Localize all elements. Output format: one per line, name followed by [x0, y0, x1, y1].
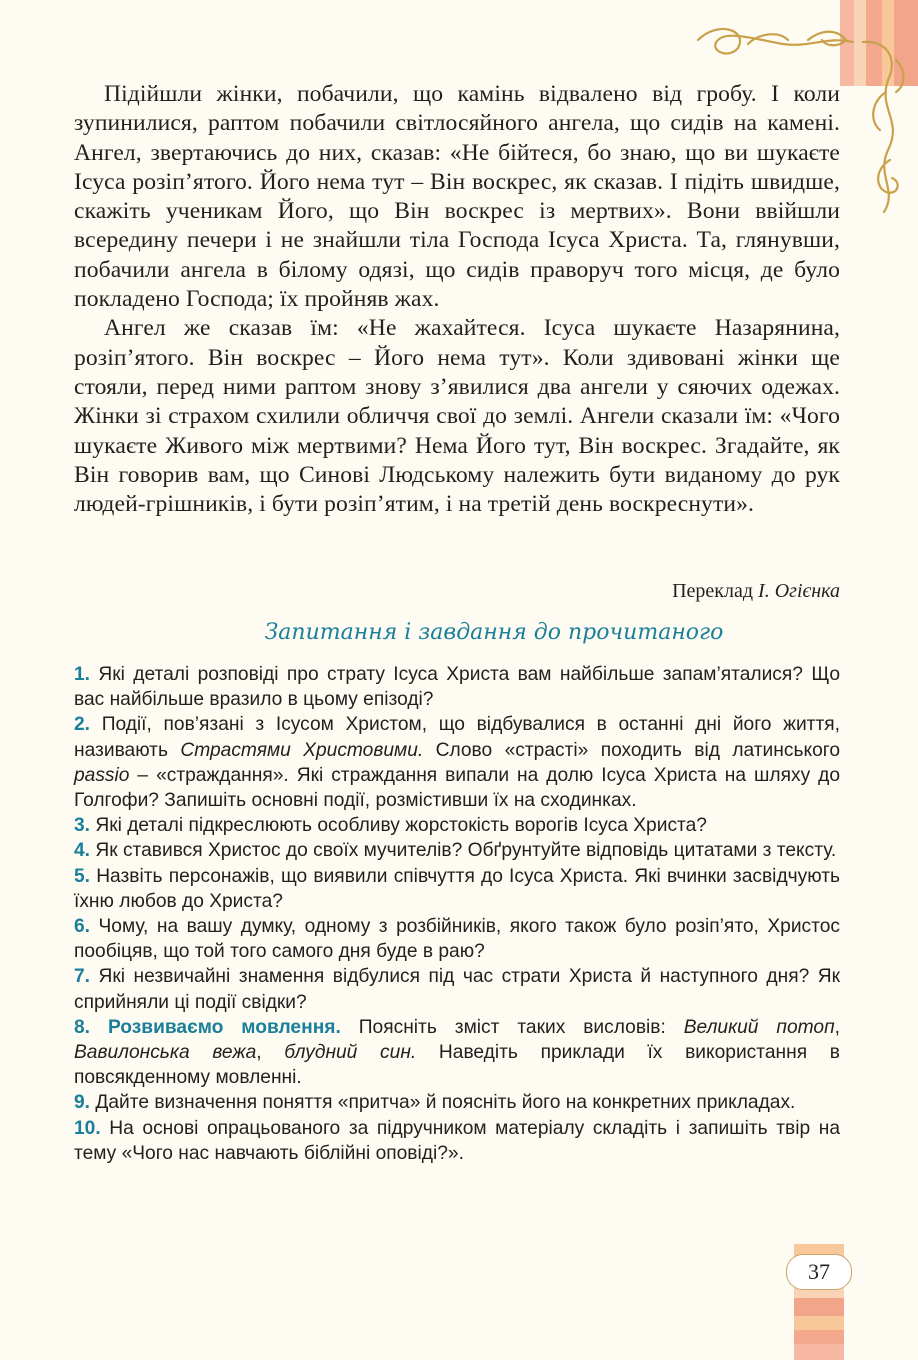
- question-text: ,: [256, 1042, 285, 1064]
- story-paragraph: Ангел же сказав їм: «Не жахайтеся. Ісуса шукаєте Назарянина, розіп’ятого. Він воскрес – Його нема тут». Коли здивовані жінки ще стояли, перед ними раптом знову з’явилися два ангели у сяючих одежах. Жінки зі страхом схилили обличчя свої до землі. Ангели сказали їм: «Чого шукаєте Живого між мертвими? Нема Його тут, Він воскрес. Згадайте, як Він говорив вам, що Синові Людському належить бути виданому до рук людей-грішників, і бути розіп’ятим, і на третій день воскреснути».: [74, 315, 840, 518]
- credit-author: І. Огієнка: [758, 580, 840, 602]
- question-item: [74, 914, 840, 964]
- credit-prefix: Переклад: [672, 580, 754, 602]
- question-number: 5.: [74, 865, 91, 887]
- questions-list: [74, 662, 840, 1166]
- story-text: [74, 80, 840, 519]
- question-text: Наведіть приклади їх використання в повсякденному мовленні.: [74, 1042, 840, 1089]
- question-number: 7.: [74, 966, 91, 988]
- question-text: ,: [834, 1016, 840, 1038]
- question-text: Назвіть персонажів, що виявили співчуття до Ісуса Христа. Які вчинки засвідчують їхню любов до Христа?: [74, 865, 840, 912]
- question-number: 6.: [74, 916, 91, 938]
- question-number: 4.: [74, 840, 91, 862]
- question-text: Слово «страсті» походить від латинського: [423, 739, 840, 761]
- question-text: Поясніть зміст таких висловів:: [340, 1016, 684, 1038]
- question-item: [74, 964, 840, 1014]
- question-item: [74, 864, 840, 914]
- question-term: passio: [74, 764, 130, 786]
- question-text: На основі опрацьованого за підручником матеріалу складіть і запишіть твір на тему «Чого нас навчають біблійні оповіді?».: [74, 1117, 840, 1164]
- question-text: – «страждання». Які страждання випали на долю Ісуса Христа на шляху до Голгофи? Запишіть основні події, розмістивши їх на сходинках.: [74, 764, 840, 812]
- question-item: [74, 1116, 840, 1166]
- question-term: Страстями Христовими.: [180, 739, 424, 761]
- question-number: 3.: [74, 815, 91, 837]
- question-text: Чому, на вашу думку, одному з розбійників, якого також було розіп’ято, Христос пообіцяв, що той того самого дня буде в раю?: [74, 916, 840, 963]
- question-item: [74, 1015, 840, 1091]
- question-item: [74, 813, 840, 838]
- question-term: Вавилонська вежа: [74, 1042, 257, 1064]
- question-item: [74, 1090, 840, 1115]
- question-text: Які деталі розповіді про страту Ісуса Христа вам найбільше запам’яталися? Що вас найбільше вразило в цьому епізоді?: [74, 664, 840, 711]
- question-text: Події, пов’язані з Ісусом Христом, що відбувалися в останні дні його життя, називають: [74, 714, 840, 761]
- section-title: Запитання і завдання до прочитаного: [264, 620, 724, 645]
- question-text: Дайте визначення поняття «притча» й поясніть його на конкретних прикладах.: [95, 1092, 796, 1114]
- question-number: 9.: [74, 1092, 91, 1114]
- translation-credit: [74, 580, 840, 603]
- question-item: [74, 712, 840, 813]
- page-number: 37: [786, 1254, 852, 1290]
- question-text: Які незвичайні знамення відбулися під час страти Христа й наступного дня? Як сприйняли ці події свідки?: [74, 966, 840, 1013]
- question-number: 2.: [74, 714, 91, 736]
- question-item: [74, 838, 840, 863]
- question-text: Як ставився Христос до своїх мучителів? Обґрунтуйте відповідь цитатами з тексту.: [95, 840, 837, 862]
- question-number: 1.: [74, 664, 91, 685]
- question-number: 8.: [74, 1016, 91, 1038]
- question-number: 10.: [74, 1117, 101, 1139]
- question-item: [74, 662, 840, 712]
- question-term: блудний син.: [284, 1042, 417, 1064]
- question-text: Які деталі підкреслюють особливу жорстокість ворогів Ісуса Христа?: [95, 815, 707, 837]
- question-heading: Розвиваємо мовлення.: [107, 1016, 341, 1038]
- question-term: Великий потоп: [683, 1016, 835, 1038]
- story-paragraph: Підійшли жінки, побачили, що камінь відвалено від гробу. І коли зупинилися, раптом побачили світлосяйного ангела, що сидів на камені. Ангел, звертаючись до них, сказав: «Не бійтеся, бо знаю, що ви шукаєте Ісуса розіп’ятого. Його нема тут – Він воскрес, як сказав. І підіть швидше, скажіть ученикам Його, що Він воскрес із мертвих». Вони ввійшли всередину печери і не знайшли тіла Господа Ісуса Христа. Та, глянувши, побачили ангела в білому одязі, що сидів праворуч того місця, де було покладено Господа; їх пройняв жах.: [74, 81, 840, 313]
